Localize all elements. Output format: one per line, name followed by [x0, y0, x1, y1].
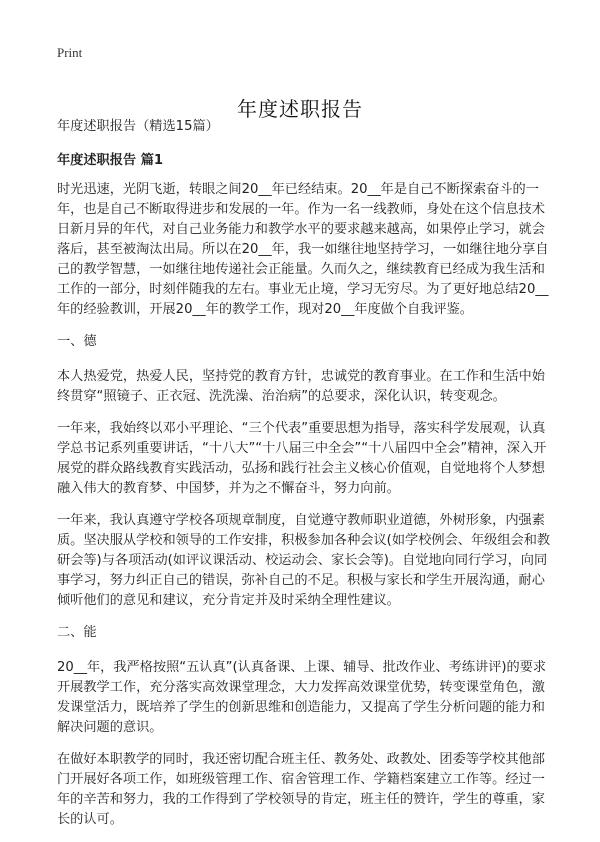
paragraph-ability-2: 在做好本职教学的同时，我还密切配合班主任、教务处、政教处、团委等学校其他部门开展好各项工作，如班级管理工作、宿舍管理工作、学籍档案建立工作等。经过一年的辛苦和努力，我的工作得到了学校领导的肯定，班主任的赞许，学生的尊重，家长的认可。 — [57, 752, 545, 827]
paragraph-intro: 时光迅速，光阴飞逝，转眼之间20__年已经结束。20__年是自己不断探索奋斗的一年，也是自己不断取得进步和发展的一年。作为一名一线教师，身处在这个信息技术日新月异的年代，对自己业务能力和教学水平的要求越来越高，如果停止学习，就会落后，甚至被淘汰出局。所以在20__年，我一如继往地坚持学习，一如继往地分享自己的教学智慧，一如继往地传递社会正能量。久而久之，继续教育已经成为我生活和工作的一部分，时刻伴随我的左右。事业无止境，学习无穷尽。为了更好地总结20__年的经验教训，开展20__年的教学工作，现对20__年度做个自我评鉴。 — [57, 182, 549, 317]
paragraph-virtue-2: 一年来，我始终以邓小平理论、“三个代表”重要思想为指导，落实科学发展观，认真学总书记系列重要讲话，“十八大”“十八届三中全会”“十八届四中全会”精神，深入开展党的群众路线教育实践活动，弘扬和践行社会主义核心价值观，自觉地将个人梦想融入伟大的教育梦、中国梦，并为之不懈奋斗，努力向前。 — [57, 421, 547, 496]
document-subtitle: 年度述职报告（精选15篇） — [57, 119, 219, 134]
paragraph-virtue-1: 本人热爱党，热爱人民，坚持党的教育方针，忠诚党的教育事业。在工作和生活中始终贯穿“照镜子、正衣冠、洗洗澡、治治病”的总要求，深化认识，转变观念。 — [57, 369, 545, 404]
paragraph-virtue-3: 一年来，我认真遵守学校各项规章制度，自觉遵守教师职业道德，外树形象，内强素质。坚决服从学校和领导的工作安排，积极参加各种会议(如学校例会、年级组会和教研会等)与各项活动(如评议课活动、校运动会、家长会等)。自觉地向同行学习，向同事学习，努力纠正自己的错误，弥补自己的不足。积极与家长和学生开展沟通，耐心倾听他们的意见和建议，充分肯定并及时采纳全理性建议。 — [57, 513, 551, 608]
section-heading: 年度述职报告 篇1 — [57, 153, 164, 168]
paragraph-ability-1: 20__年，我严格按照“五认真”(认真备课、上课、辅导、批改作业、考练讲评)的要求开展教学工作，充分落实高效课堂理念，大力发挥高效课堂优势，转变课堂角色，激发课堂活力，既培养了学生的创新思维和创造能力，又提高了学生分析问题的能力和解决问题的意识。 — [57, 660, 547, 735]
part-heading-ability: 二、能 — [57, 625, 97, 640]
print-link[interactable]: Print — [57, 45, 83, 60]
page-title: 年度述职报告 — [237, 97, 363, 122]
document-body — [57, 117, 551, 842]
part-heading-virtue: 一、德 — [57, 334, 97, 349]
